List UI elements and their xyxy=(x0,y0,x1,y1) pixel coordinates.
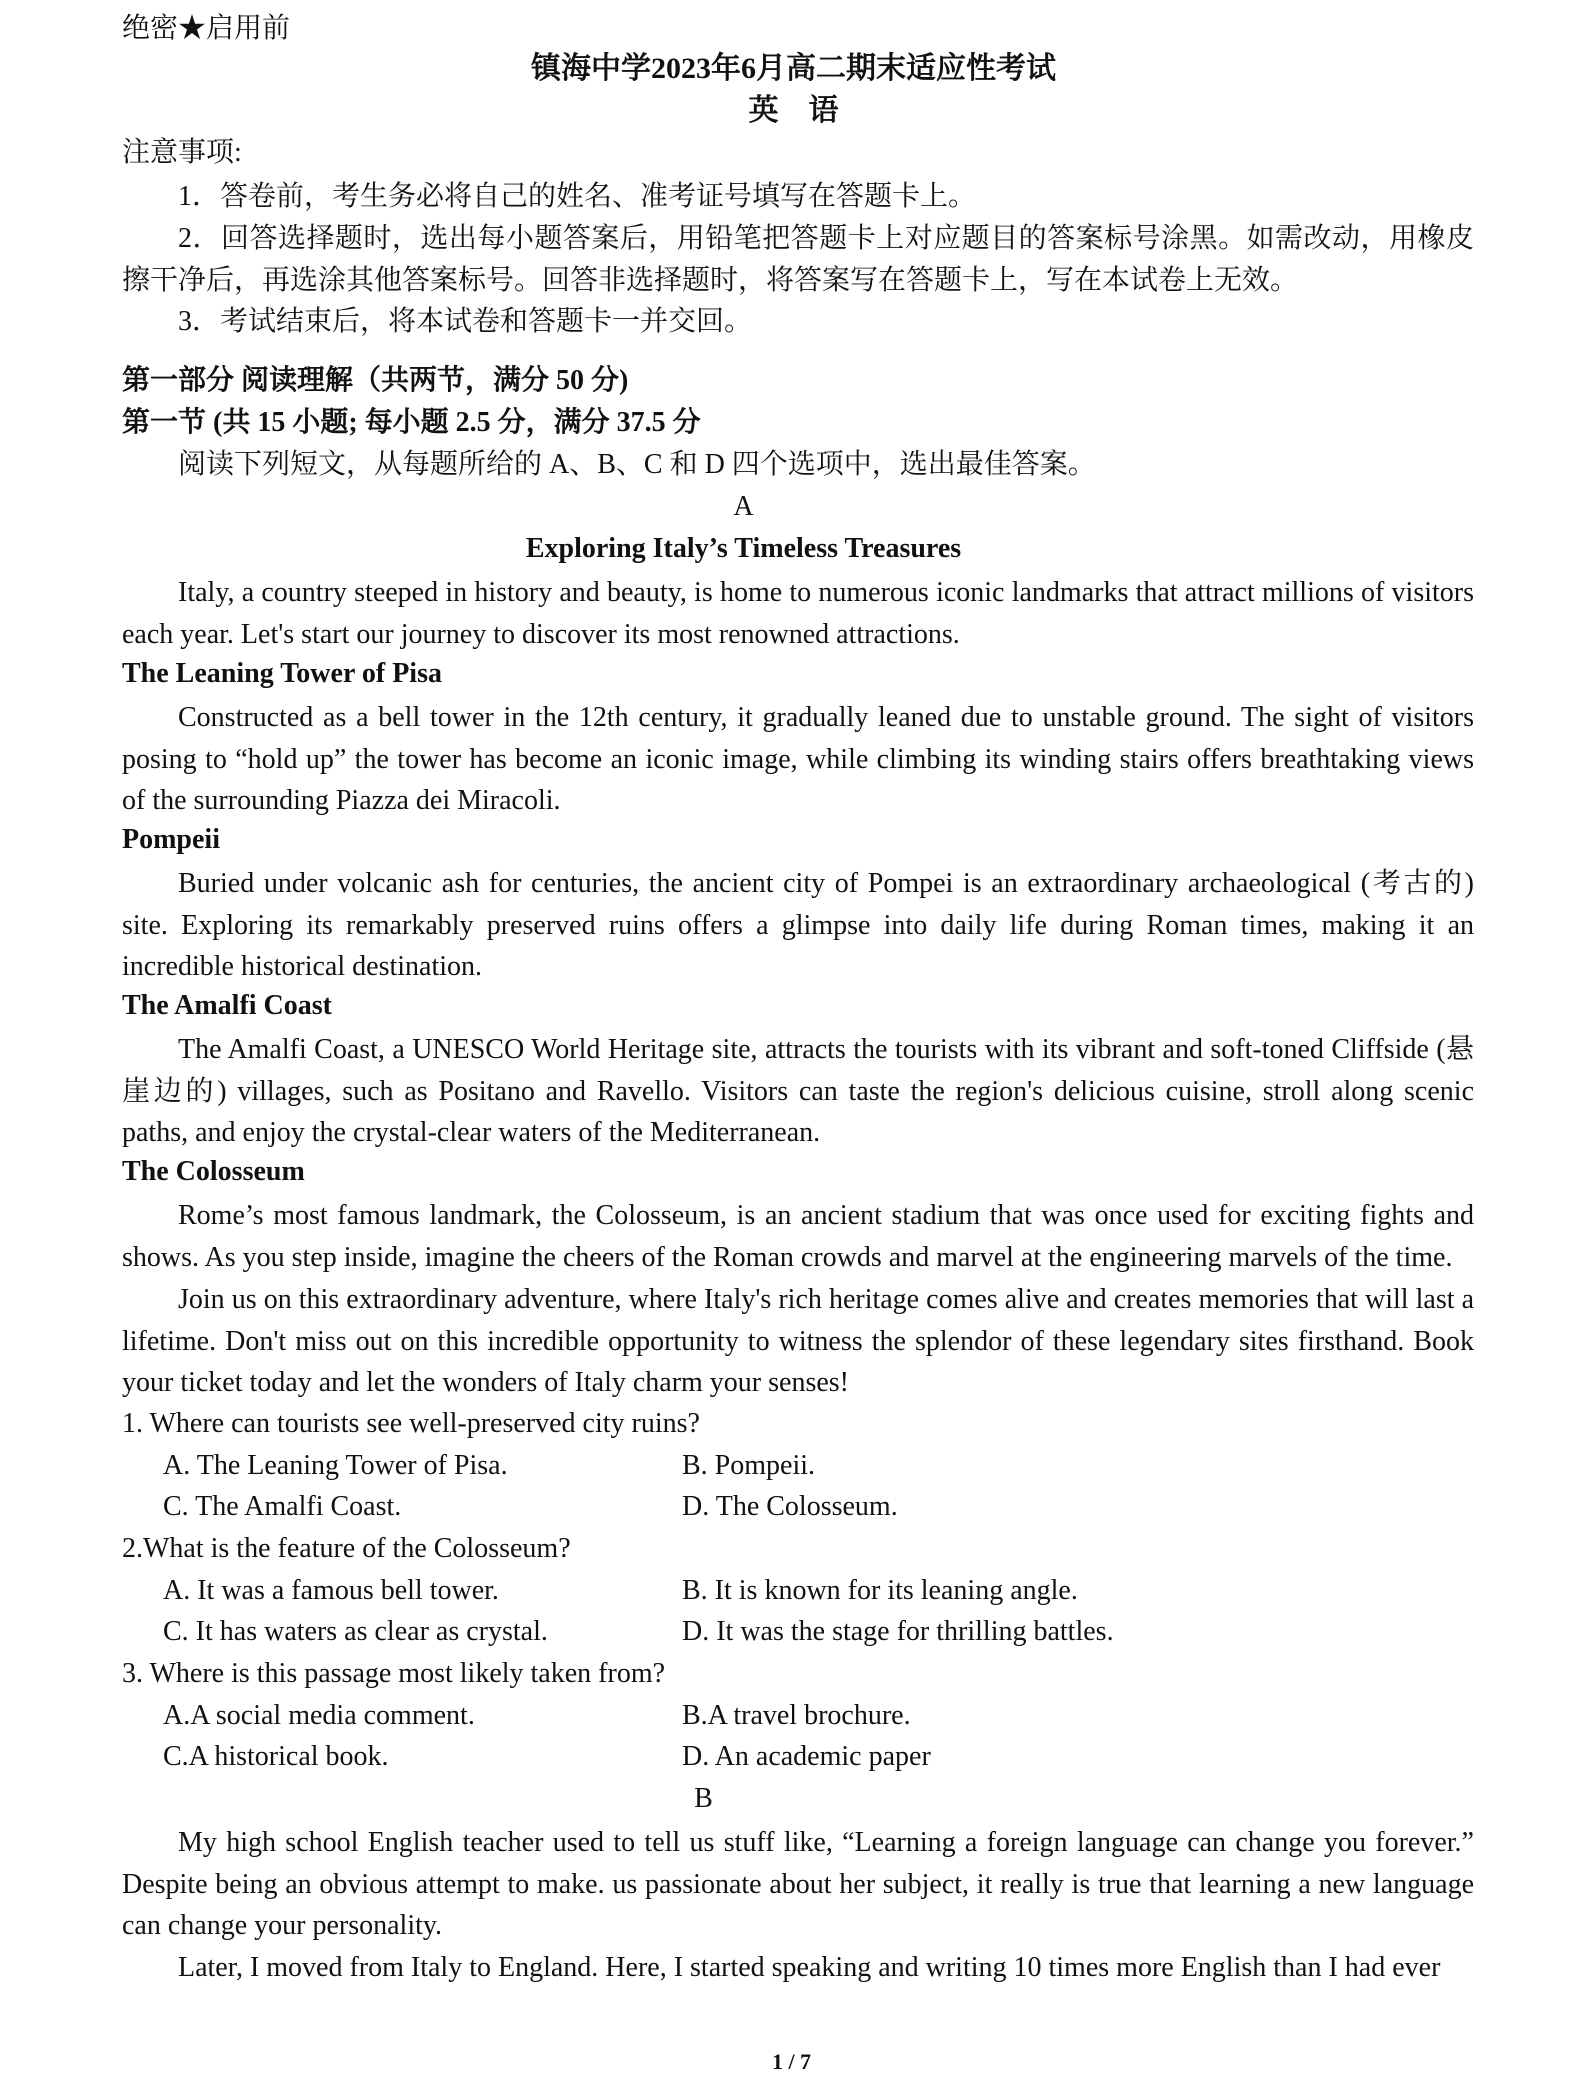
exam-title: 镇海中学2023年6月高二期末适应性考试 xyxy=(531,52,1056,85)
question-1-option-a: A. The Leaning Tower of Pisa. xyxy=(163,1450,508,1481)
passage-a-closing: Join us on this extraordinary adventure, where Italy's rich heritage comes alive and creates memories that will last a lifetime. Don't miss out on this incredible opportunity to witness the splendor of these legendary sites firsthand. Book your ticket today and let the wonders of Italy charm your senses! xyxy=(122,1284,1474,1398)
subject-title: 英 语 xyxy=(748,94,839,127)
page-number: 1 / 7 xyxy=(771,2049,812,2074)
section-heading-pompeii: Pompeii xyxy=(122,824,220,855)
passage-a-title: Exploring Italy’s Timeless Treasures xyxy=(525,533,962,564)
passage-b-letter: B xyxy=(694,1783,713,1814)
notice-item-3: 3．考试结束后，将本试卷和答题卡一并交回。 xyxy=(178,306,753,337)
question-1-option-b: B. Pompeii. xyxy=(682,1450,816,1481)
question-3-stem: 3. Where is this passage most likely taken from? xyxy=(122,1658,666,1689)
section1-instruction: 阅读下列短文，从每题所给的 A、B、C 和 D 四个选项中，选出最佳答案。 xyxy=(178,449,1096,480)
part1-heading: 第一部分 阅读理解（共两节，满分 50 分) xyxy=(122,365,629,396)
question-3-option-a: A.A social media comment. xyxy=(163,1700,475,1731)
passage-b-paragraph-1: My high school English teacher used to tell us stuff like, “Learning a foreign language can change you forever.” Despite being an obvious attempt to make. us passionate about her subject, it really is true that learning a new language can change your personality. xyxy=(122,1827,1474,1941)
question-3-option-c: C.A historical book. xyxy=(163,1741,389,1772)
passage-a-intro: Italy, a country steeped in history and beauty, is home to numerous iconic landmarks that attract millions of visitors each year. Let's start our journey to discover its most renowned attractions. xyxy=(122,577,1474,650)
confidential-label: 绝密★启用前 xyxy=(122,13,291,44)
question-2-option-a: A. It was a famous bell tower. xyxy=(163,1575,499,1606)
notice-heading: 注意事项: xyxy=(122,137,242,168)
section-text-pisa: Constructed as a bell tower in the 12th century, it gradually leaned due to unstable ground. The sight of visitors posing to “hold up” the tower has become an iconic image, while climbing its winding stairs offers breathtaking views of the surrounding Piazza dei Miracoli. xyxy=(122,702,1474,816)
passage-a-letter: A xyxy=(733,491,754,522)
section-text-amalfi: The Amalfi Coast, a UNESCO World Heritage site, attracts the tourists with its vibrant and soft-toned Cliffside (悬崖边的) villages, such as Positano and Ravello. Visitors can taste the region's delicious cuisine, stroll along scenic paths, and enjoy the crystal-clear waters of the Mediterranean. xyxy=(122,1034,1474,1148)
question-3-option-d: D. An academic paper xyxy=(682,1741,931,1772)
notice-item-2: 2．回答选择题时，选出每小题答案后，用铅笔把答题卡上对应题目的答案标号涂黑。如需改动，用橡皮擦干净后，再选涂其他答案标号。回答非选择题时，将答案写在答题卡上，写在本试卷上无效。 xyxy=(122,223,1474,296)
section-heading-pisa: The Leaning Tower of Pisa xyxy=(122,658,442,689)
question-1-stem: 1. Where can tourists see well-preserved city ruins? xyxy=(122,1408,700,1439)
section-heading-amalfi: The Amalfi Coast xyxy=(122,990,332,1021)
section-heading-colosseum: The Colosseum xyxy=(122,1156,305,1187)
section1-heading: 第一节 (共 15 小题; 每小题 2.5 分，满分 37.5 分 xyxy=(122,407,701,438)
question-1-option-c: C. The Amalfi Coast. xyxy=(163,1491,402,1522)
question-1-option-d: D. The Colosseum. xyxy=(682,1491,898,1522)
question-2-option-d: D. It was the stage for thrilling battles. xyxy=(682,1616,1114,1647)
question-2-option-b: B. It is known for its leaning angle. xyxy=(682,1575,1078,1606)
section-text-colosseum: Rome’s most famous landmark, the Colosseum, is an ancient stadium that was once used for exciting fights and shows. As you step inside, imagine the cheers of the Roman crowds and marvel at the engineering marvels of the time. xyxy=(122,1200,1474,1273)
question-2-stem: 2.What is the feature of the Colosseum? xyxy=(122,1533,571,1564)
notice-item-1: 1．答卷前，考生务必将自己的姓名、准考证号填写在答题卡上。 xyxy=(178,181,977,212)
question-3-option-b: B.A travel brochure. xyxy=(682,1700,911,1731)
section-text-pompeii: Buried under volcanic ash for centuries, the ancient city of Pompei is an extraordinary archaeological (考古的) site. Exploring its remarkably preserved ruins offers a glimpse into daily life during Roman times, making it an incredible historical destination. xyxy=(122,868,1474,982)
passage-b-paragraph-2: Later, I moved from Italy to England. Here, I started speaking and writing 10 times more English than I had ever xyxy=(178,1952,1441,1983)
question-2-option-c: C. It has waters as clear as crystal. xyxy=(163,1616,548,1647)
